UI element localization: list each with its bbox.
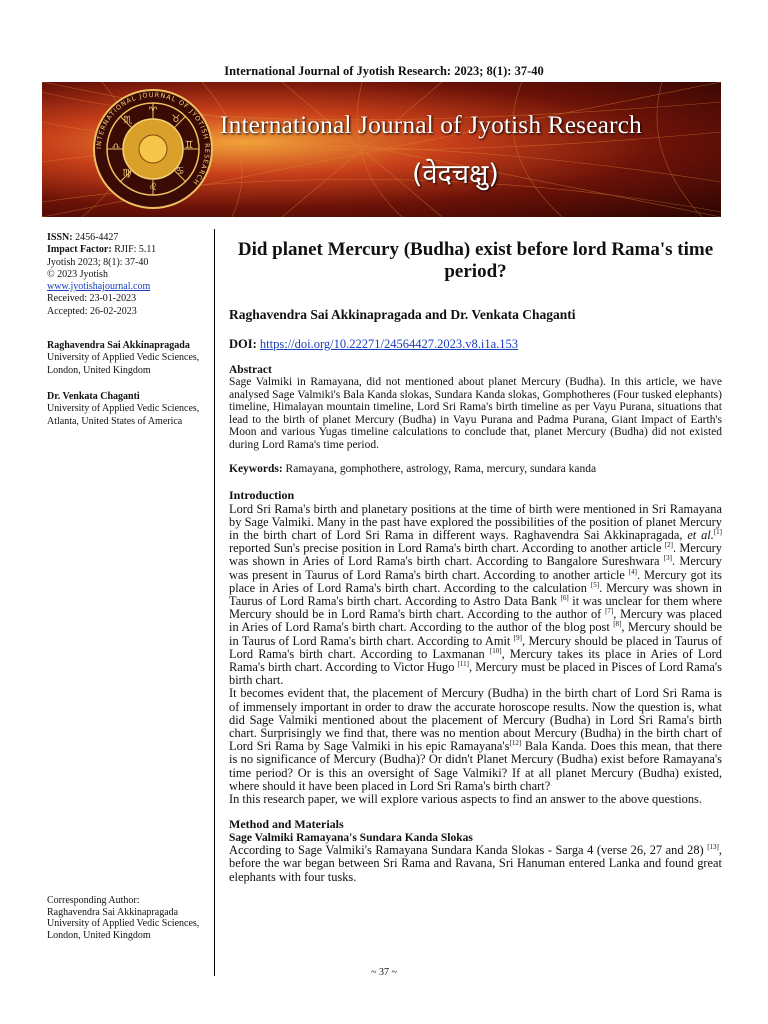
doi-line: DOI: https://doi.org/10.22271/24564427.2023.v8.i1a.153 bbox=[229, 337, 519, 351]
corresponding-author-affiliation: University of Applied Vedic Sciences, London, United Kingdom bbox=[47, 918, 200, 941]
article-main bbox=[229, 239, 722, 884]
abstract-text: Sage Valmiki in Ramayana, did not mentioned about planet Mercury (Budha). In this article, we have analysed Sage Valmiki's Bala Kanda slokas, Sundara Kanda slokas, Gomphotheres (Four tusked elephants) timeline, Himalayan mountain timeline, Lord Sri Rama's birth timeline as per Vayu Purana, situations that lead to the birth of planet Mercury (Budha) in Vayu Purana and Padma Purana, Giant Impact of Earth's Moon and various Yugas timeline calculations to conclude that, planet Mercury (Budha) did not existed during Lord Rama's time period. bbox=[229, 376, 722, 451]
journal-banner bbox=[42, 82, 721, 217]
page-number: ~ 37 ~ bbox=[371, 967, 397, 978]
introduction-heading: Introduction bbox=[229, 487, 295, 502]
methods-subheading: Sage Valmiki Ramayana's Sundara Kanda Slokas bbox=[229, 832, 473, 845]
svg-text:♉: ♉ bbox=[171, 114, 181, 125]
abstract-heading: Abstract bbox=[229, 364, 272, 376]
keywords-line: Keywords: Ramayana, gomphothere, astrology, Rama, mercury, sundara kanda bbox=[229, 462, 597, 475]
author2-affiliation: University of Applied Vedic Sciences, Atlanta, United States of America bbox=[47, 403, 200, 427]
introduction-paragraph-1: Lord Sri Rama's birth and planetary positions at the time of birth were mentioned in Sri Ramayana by Sage Valmiki. Many in the past have explored the possibilities of the position of planet Mercury in the birth chart of Lord Sri Rama in different ways. Raghavendra Sai Akkinapragada, et al.[1] reported Sun's precise position in Lord Rama's birth chart. According to another article [2]. Mercury was shown in Aries of Lord Rama's birth chart. According to Bangalore Sureshwara [3]. Mercury was present in Taurus of Lord Rama's birth chart. According to another article [4]. Mercury got its place in Aries of Lord Rama's birth chart. According to the calculation [5]. Mercury was shown in Taurus of Lord Rama's birth chart. According to Astro Data Bank [6] it was unclear for them where Mercury should be in Lord Rama's birth chart. According to the author of [7], Mercury was placed in Aries of Lord Rama's birth chart. According to the author of the blog post [8], Mercury should be in Taurus of Lord Rama's birth chart. According to Amit [9], Mercury should be placed in Taurus of Lord Rama's birth chart. According to Laxmanan [10], Mercury takes its place in Aries of Lord Rama's birth chart. According to Victor Hugo [11], Mercury must be placed in Pisces of Lord Rama's birth chart. bbox=[229, 501, 723, 688]
svg-text:♋: ♋ bbox=[175, 166, 185, 177]
svg-text:♊: ♊ bbox=[184, 140, 194, 151]
issn-line: ISSN: 2456-4427 bbox=[47, 232, 119, 243]
journal-website-link[interactable]: www.jyotishajournal.com bbox=[47, 281, 151, 293]
logo-ring-text: INTERNATIONAL JOURNAL OF JYOTISH RESEARCH bbox=[94, 90, 212, 187]
svg-text:♌: ♌ bbox=[148, 182, 158, 193]
introduction-paragraph-2: It becomes evident that, the placement of Mercury (Budha) in the birth chart of Lord Sri Rama is of immensely important in order to draw the accurate horoscope results. Now the question is, what did Sage Valmiki mentioned about the placement of Mercury (Budha) in Lord Sri Rama's birth chart. Surprisingly we find that, there was no mention about Mercury (Budha) in the birth chart of Lord Sri Rama by Sage Valmiki in his epic Ramayana's[12] Bala Kanda. Does this mean, that there is no significance of Mercury (Budha)? Or didn't Planet Mercury (Budha) exist before Ramayana's time period? Or is this an oversight of Sage Valmiki? If at all planet Mercury (Budha) existed, where should it have been placed in Lord Sri Rama's birth chart? bbox=[229, 686, 722, 793]
corresponding-author-label: Corresponding Author: bbox=[47, 895, 140, 906]
author2-name: Dr. Venkata Chaganti bbox=[47, 390, 140, 402]
svg-text:♈: ♈ bbox=[148, 106, 158, 117]
methods-heading: Method and Materials bbox=[229, 817, 344, 832]
banner-title: International Journal of Jyotish Research bbox=[220, 110, 642, 139]
article-title: Did planet Mercury (Budha) exist before lord Rama's time period? bbox=[237, 239, 714, 282]
author1-affiliation: University of Applied Vedic Sciences, London, United Kingdom bbox=[47, 352, 200, 376]
column-divider bbox=[214, 229, 215, 976]
citation-line: Jyotish 2023; 8(1): 37-40 bbox=[47, 256, 149, 268]
article-authors: Raghavendra Sai Akkinapragada and Dr. Venkata Chaganti bbox=[229, 307, 576, 322]
article-info-sidebar bbox=[47, 232, 211, 428]
corresponding-author-name: Raghavendra Sai Akkinapragada bbox=[47, 906, 179, 918]
copyright-line: © 2023 Jyotish bbox=[47, 268, 108, 280]
journal-logo bbox=[92, 88, 214, 210]
svg-text:♍: ♍ bbox=[122, 168, 132, 179]
doi-link[interactable]: https://doi.org/10.22271/24564427.2023.v8.i1a.153 bbox=[259, 337, 519, 351]
accepted-date: Accepted: 26-02-2023 bbox=[47, 305, 137, 317]
impact-factor-line: Impact Factor: RJIF: 5.11 bbox=[47, 244, 157, 256]
journal-citation-header: International Journal of Jyotish Research: 2023; 8(1): 37-40 bbox=[224, 64, 544, 78]
corresponding-author bbox=[47, 895, 211, 941]
svg-text:♏: ♏ bbox=[123, 115, 133, 126]
methods-paragraph-1: According to Sage Valmiki's Ramayana Sundara Kanda Slokas - Sarga 4 (verse 26, 27 and 28) [13], before the war began between Sri Rama and Ravana, Sri Hanuman entered Lanka and found great elephants with four tusks. bbox=[229, 843, 722, 884]
banner-subtitle: (वेदचक्षु) bbox=[412, 159, 499, 190]
received-date: Received: 23-01-2023 bbox=[47, 293, 137, 305]
svg-text:♎: ♎ bbox=[111, 142, 121, 153]
introduction-paragraph-3: In this research paper, we will explore various aspects to find an answer to the above questions. bbox=[229, 792, 702, 807]
author1-name: Raghavendra Sai Akkinapragada bbox=[47, 340, 190, 352]
